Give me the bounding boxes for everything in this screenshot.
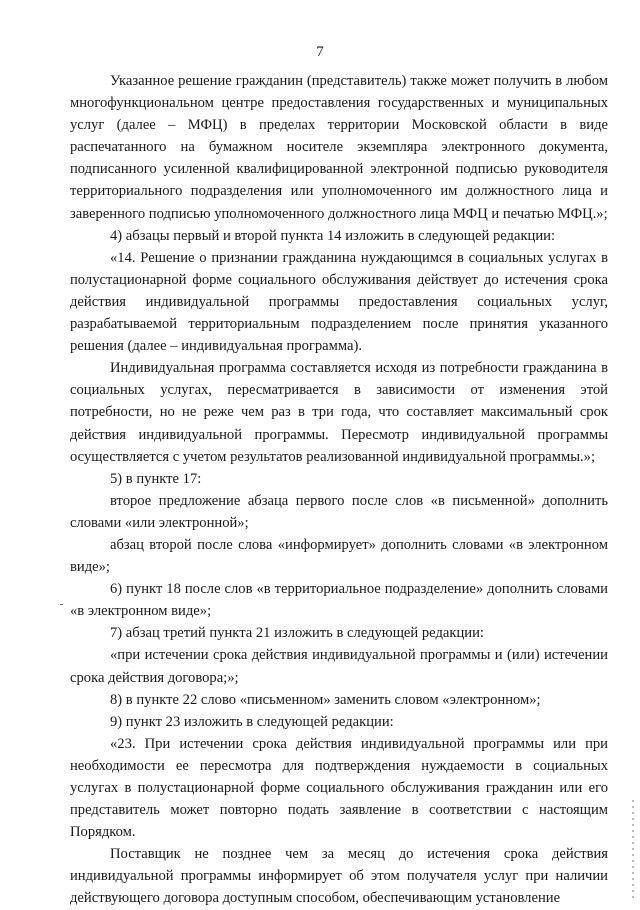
paragraph-item-4: 4) абзацы первый и второй пункта 14 изложить в следующей редакции: — [110, 227, 556, 244]
paragraph-item-5-second: абзац второй после слова «информирует» дополнить словами «в электронном виде»; — [70, 536, 608, 576]
paragraph-item-7-text: «при истечении срока действия индивидуальной программы и (или) истечении срока действия договора;»; — [70, 647, 608, 686]
paragraph-individual-program: Индивидуальная программа составляется исходя из потребности гражданина в социальных услугах, пересматривается в зависимости от изменения этой потребности, но не реже чем раз в три года, что составляет максимальный срок действия индивидуальной программы. Пересмотр индивидуальной программы осуществляется с учетом результатов реализованной индивидуальной программы.»; — [70, 360, 608, 465]
scan-edge-artifact — [632, 800, 634, 900]
paragraph-provider-notice: Поставщик не позднее чем за месяц до истечения срока действия индивидуальной программы информирует об этом получателя услуг при наличии действующего договора доступным способом, обеспечивающим установление — [70, 846, 608, 907]
paragraph-item-5-first: второе предложение абзаца первого после слов «в письменной» дополнить словами «или электронной»; — [70, 492, 608, 531]
paragraph-point-14: «14. Решение о признании гражданина нуждающимся в социальных услугах в полустационарной форме социального обслуживания действует до истечения срока действия индивидуальной программы предоставления социальных услуг, разрабатываемой территориальным подразделением после принятия указанного решения (далее – индивидуальная программа). — [70, 249, 608, 355]
paragraph-point-23: «23. При истечении срока действия индивидуальной программы или при необходимости ее пересмотра для подтверждения нуждаемости в социальных услугах в полустационарной форме социального обслуживания гражданин или его представитель может повторно подать заявление в соответствии с настоящим Порядком. — [70, 735, 608, 841]
paragraph-item-8: 8) в пункте 22 слово «письменном» заменить словом «электронном»; — [110, 691, 541, 708]
paragraph-item-5: 5) в пункте 17: — [110, 470, 202, 487]
paragraph-item-6: 6) пункт 18 после слов «в территориальное подразделение» дополнить словами «в электронном виде»; — [70, 581, 608, 620]
paragraph-item-9: 9) пункт 23 изложить в следующей редакции: — [110, 713, 394, 730]
document-body — [70, 70, 608, 910]
paragraph-item-7: 7) абзац третий пункта 21 изложить в следующей редакции: — [110, 625, 484, 642]
paragraph-mfc-decision: Указанное решение гражданин (представитель) также может получить в любом многофункциональном центре предоставления государственных и муниципальных услуг (далее – МФЦ) в пределах территории Московской области в виде распечатанного на бумажном носителе экземпляра электронного документа, подписанного усиленной квалифицированной электронной подписью руководителя территориального подразделения или уполномоченного им должностного лица и заверенного подписью уполномоченного должностного лица МФЦ и печатью МФЦ.»; — [70, 73, 608, 222]
margin-mark — [60, 604, 63, 605]
page-number: 7 — [316, 44, 324, 60]
